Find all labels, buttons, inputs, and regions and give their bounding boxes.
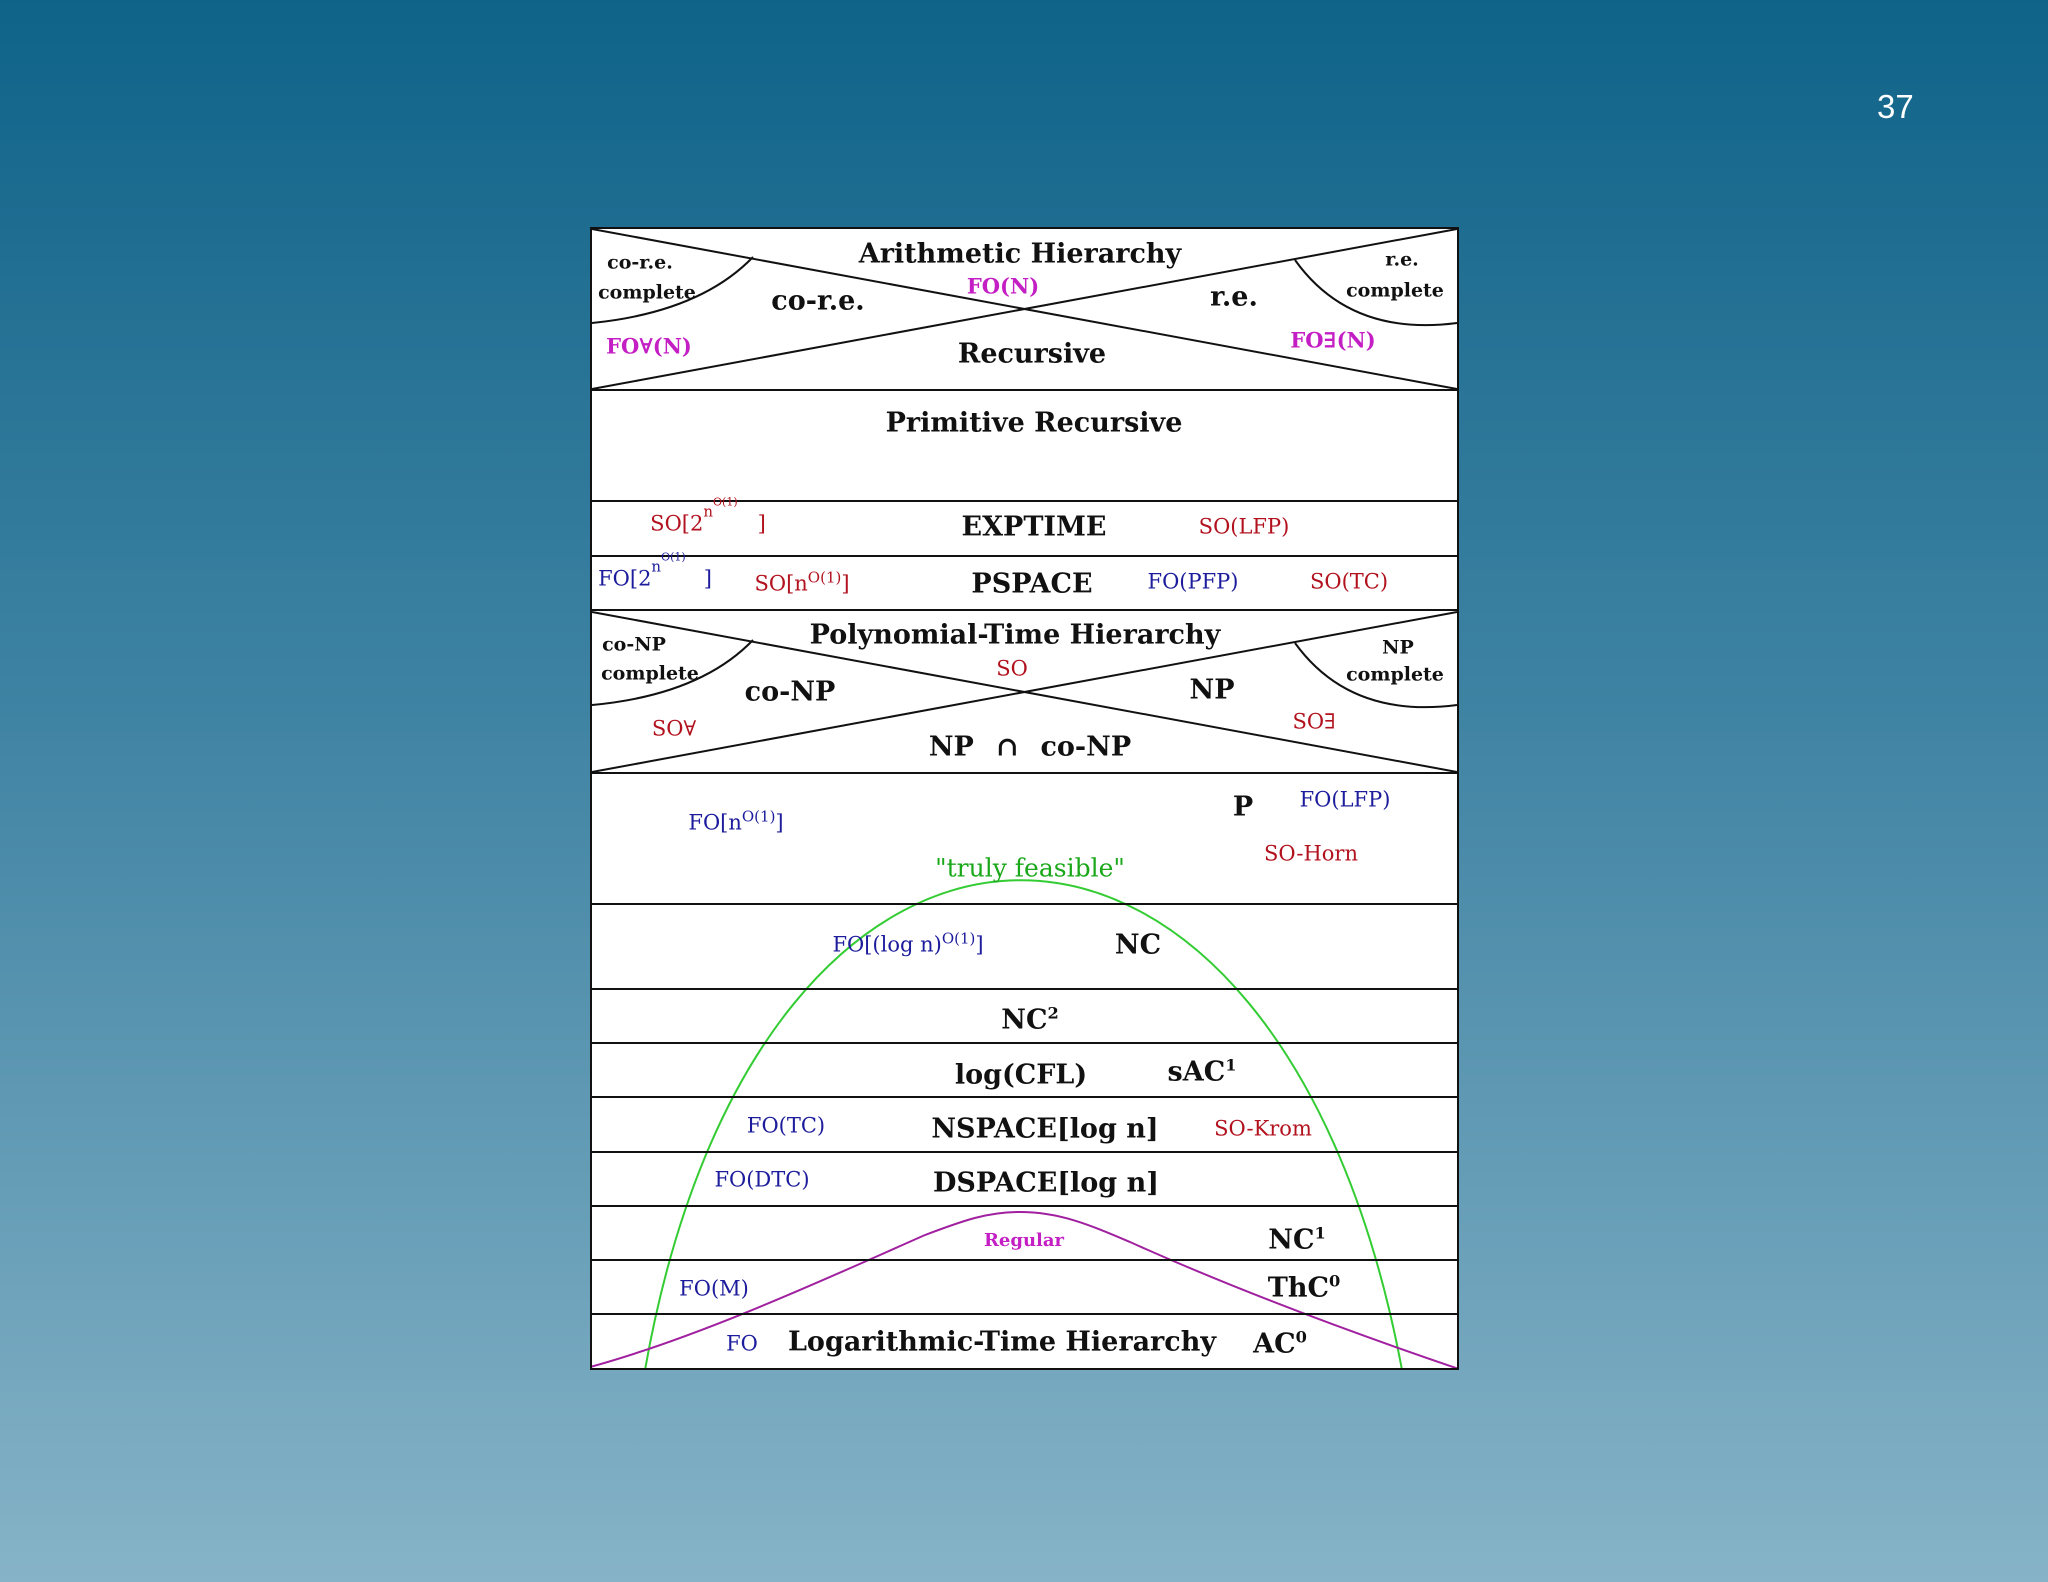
fo-n-o1-label: $FO[n^{O(1)}]$	[688, 807, 784, 835]
np-cap-co-np-label: NP ∩ co-NP	[928, 731, 1132, 763]
co-np-label: co-NP	[744, 676, 836, 708]
fo-log-n-label: FO[(log n)$^{O(1)}$]	[832, 929, 984, 957]
so-tc-label: SO(TC)	[1309, 569, 1389, 594]
nc2-label: $NC^2$	[1001, 1003, 1059, 1036]
re-complete-line2: complete	[1346, 279, 1444, 302]
re-complete-line1: r.e.	[1385, 248, 1419, 271]
so-horn-label: SO-Horn	[1264, 841, 1358, 866]
fo-m-label: FO(M)	[679, 1276, 749, 1301]
np-label: NP	[1189, 674, 1235, 706]
co-re-complete-line1: co-r.e.	[607, 251, 673, 274]
thc0-label: ThC$^0$	[1267, 1271, 1341, 1304]
primitive-recursive-label: Primitive Recursive	[885, 407, 1183, 439]
so-lfp-label: SO(LFP)	[1198, 514, 1290, 539]
fo-exists-n-label: FO∃(N)	[1290, 327, 1376, 353]
recursive-label: Recursive	[957, 338, 1107, 370]
co-re-complete-line2: complete	[598, 281, 696, 304]
fo-n-label: FO(N)	[966, 273, 1040, 299]
nspace-log-n-label: NSPACE[log n]	[931, 1113, 1159, 1145]
co-np-complete-line1: co-NP	[602, 633, 666, 656]
np-complete-line2: complete	[1346, 663, 1444, 686]
fo-lfp-label: FO(LFP)	[1299, 787, 1391, 812]
so-exists-label: SO∃	[1292, 709, 1336, 734]
so-label: SO	[996, 656, 1028, 681]
fo-label: FO	[726, 1331, 758, 1356]
p-label: P	[1232, 791, 1254, 823]
regular-label: Regular	[983, 1230, 1065, 1251]
so-n-o1-label: $SO[n^{O(1)}]$	[754, 568, 850, 596]
dspace-log-n-label: DSPACE[log n]	[933, 1167, 1159, 1199]
pspace-label: PSPACE	[971, 568, 1093, 600]
co-re-label: co-r.e.	[771, 285, 865, 317]
fo-tc-label: FO(TC)	[746, 1113, 826, 1138]
complexity-diagram	[590, 227, 1459, 1370]
ac0-label: $AC^0$	[1253, 1327, 1307, 1360]
logarithmic-time-hierarchy-label: Logarithmic-Time Hierarchy	[787, 1326, 1217, 1358]
fo-forall-n-label: FO∀(N)	[606, 333, 692, 359]
so-forall-label: SO∀	[651, 716, 697, 741]
so-2-exp-label: $SO[2^{n^{O(1)}}]$	[650, 495, 766, 536]
fo-2-exp-label: $FO[2^{n^{O(1)}}]$	[598, 550, 712, 591]
np-complete-line1: NP	[1382, 636, 1414, 659]
slide-number: 37	[1877, 88, 1914, 125]
fo-dtc-label: FO(DTC)	[714, 1167, 810, 1192]
fo-pfp-label: FO(PFP)	[1147, 569, 1239, 594]
truly-feasible-label: "truly feasible"	[935, 853, 1125, 883]
sac1-label: sAC$^1$	[1167, 1055, 1237, 1088]
so-krom-label: SO-Krom	[1214, 1116, 1312, 1141]
re-label: r.e.	[1210, 281, 1258, 313]
log-cfl-label: log(CFL)	[954, 1059, 1088, 1091]
nc-label: NC	[1114, 929, 1162, 961]
polynomial-time-hierarchy-label: Polynomial-Time Hierarchy	[809, 619, 1221, 651]
exptime-label: EXPTIME	[961, 511, 1107, 543]
arithmetic-hierarchy-label: Arithmetic Hierarchy	[858, 238, 1182, 270]
nc1-label: $NC^1$	[1268, 1223, 1326, 1256]
co-np-complete-line2: complete	[601, 662, 699, 685]
